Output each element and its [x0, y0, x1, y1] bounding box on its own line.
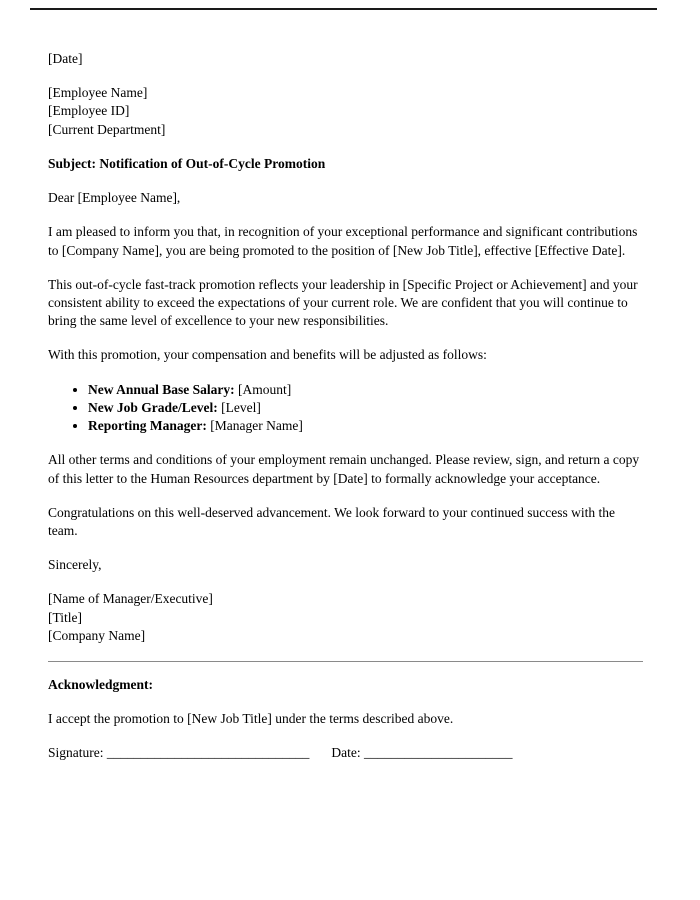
employee-department-line: [Current Department] [48, 121, 166, 137]
signature-block [48, 590, 643, 645]
date-placeholder: [Date] [48, 51, 83, 66]
list-item-grade [88, 399, 643, 417]
paragraph-reason: This out-of-cycle fast-track promotion reflects your leadership in [Specific Project or Achievement] and your consistent ability to exceed the expectations of your current role. We are confident that you will continue to bring the same level of excellence to your new responsibilities. [48, 276, 638, 329]
grade-label: New Job Grade/Level: [88, 399, 218, 415]
acknowledgment-text: I accept the promotion to [New Job Title] under the terms described above. [48, 711, 454, 727]
manager-value: [Manager Name] [206, 418, 303, 434]
employee-id-line: [Employee ID] [48, 103, 130, 119]
recipient-block [48, 84, 643, 139]
employee-name-line: [Employee Name] [48, 85, 148, 101]
section-divider [48, 661, 643, 662]
list-item-salary [88, 381, 643, 399]
signer-name-line: [Name of Manager/Executive] [48, 591, 213, 607]
salary-value: [Amount] [234, 381, 292, 397]
subject-line: Subject: Notification of Out-of-Cycle Promotion [48, 155, 326, 171]
salutation: Dear [Employee Name], [48, 190, 181, 206]
grade-value: [Level] [217, 399, 261, 415]
signature-field: Signature: ______________________________ [48, 745, 310, 761]
compensation-list [48, 381, 643, 436]
paragraph-terms: All other terms and conditions of your employment remain unchanged. Please review, sign, and return a copy of this letter to the Human Resources department by [Date] to formally acknowledge your acceptance. [48, 452, 640, 486]
acknowledgment-heading: Acknowledgment: [48, 677, 153, 693]
list-item-manager [88, 417, 643, 435]
paragraph-compensation-lead: With this promotion, your compensation and benefits will be adjusted as follows: [48, 347, 487, 363]
salary-label: New Annual Base Salary: [88, 381, 235, 397]
manager-label: Reporting Manager: [88, 418, 207, 434]
paragraph-congrats: Congratulations on this well-deserved advancement. We look forward to your continued success with the team. [48, 504, 616, 538]
closing: Sincerely, [48, 557, 102, 573]
acknowledgment-signature-row [48, 744, 643, 762]
promotion-letter-document [30, 8, 657, 805]
signer-company-line: [Company Name] [48, 627, 146, 643]
paragraph-intro: I am pleased to inform you that, in recognition of your exceptional performance and significant contributions to [Company Name], you are being promoted to the position of [New Job Title], effective [Effective Date]. [48, 224, 638, 258]
signer-title-line: [Title] [48, 609, 83, 625]
date-field: Date: ______________________ [331, 745, 513, 761]
